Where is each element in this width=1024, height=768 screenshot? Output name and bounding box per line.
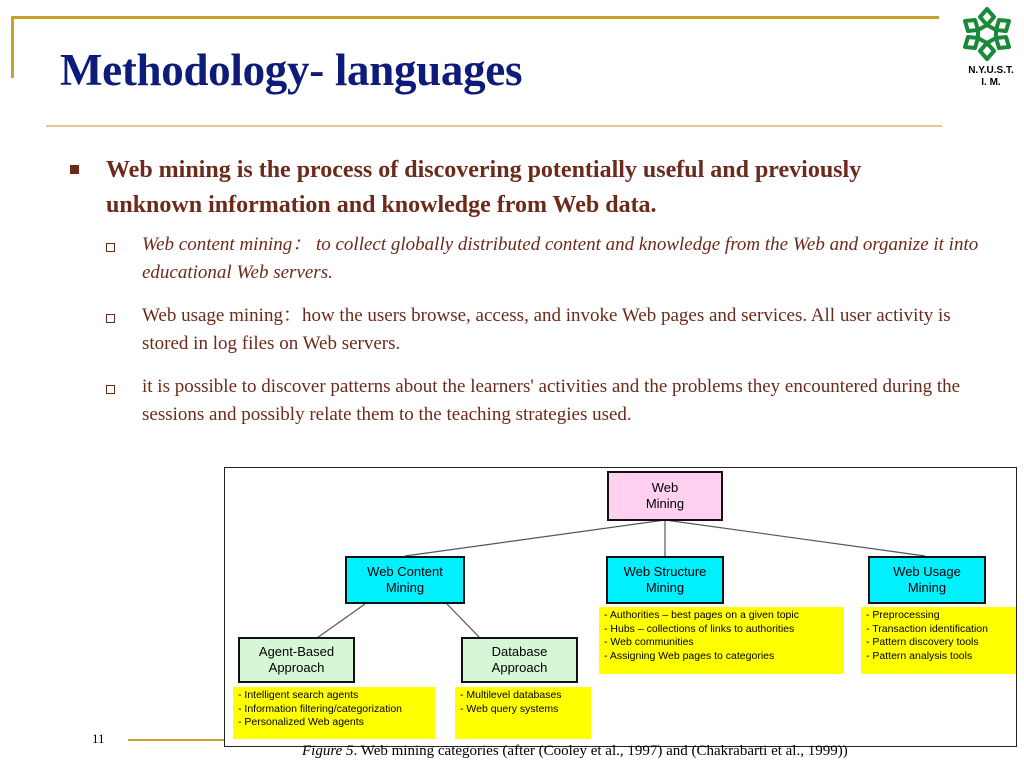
note-line: - Pattern analysis tools [866, 649, 973, 662]
node-structure-line1: Web Structure [623, 564, 707, 579]
node-web-content-mining [345, 556, 465, 604]
connector-root-usage [665, 520, 925, 556]
node-web-mining [607, 471, 723, 521]
node-web-usage-mining [868, 556, 986, 604]
connector-content-database [447, 604, 480, 638]
connector-content-agent [317, 604, 365, 638]
note-agent-based [233, 687, 435, 739]
node-content-line1: Web Content [367, 564, 443, 579]
page-number: 11 [92, 731, 105, 746]
caption-text: . Web mining categories (after (Cooley et al., 1997) and (Chakrabarti et al., 1999)) [353, 743, 848, 759]
frame-top-rule [11, 16, 939, 19]
note-line: - Authorities – best pages on a given topic [604, 609, 799, 621]
node-structure-line2: Mining [645, 580, 685, 595]
node-content-line2: Mining [385, 580, 425, 595]
node-database-approach [461, 637, 578, 683]
note-line: - Intelligent search agents [238, 689, 359, 701]
node-usage-line1: Web Usage [893, 564, 961, 579]
footer-rule [128, 739, 224, 741]
hollow-square-bullet-icon [106, 314, 115, 323]
logo-text-line1: N.Y.U.S.T. [968, 65, 1014, 76]
node-web-mining-line1: Web [651, 480, 679, 495]
node-usage-line2: Mining [907, 580, 947, 595]
university-logo [950, 5, 1022, 90]
note-line: - Transaction identification [866, 622, 988, 635]
sub-bullet-usage-mining: Web usage mining：how the users browse, access, and invoke Web pages and services. All user activity is stored in log files on Web servers. [142, 305, 951, 354]
slide-title: Methodology- languages [60, 45, 523, 95]
hollow-square-bullet-icon [106, 243, 115, 252]
note-line: - Preprocessing [866, 609, 940, 621]
sub-bullet-content-mining: Web content mining： to collect globally distributed content and knowledge from the Web and organize it into educational Web servers. [142, 234, 979, 283]
note-line: - Personalized Web agents [238, 716, 364, 728]
main-bullet-text: Web mining is the process of discovering potentially useful and previously unknown information and knowledge from Web data. [106, 157, 862, 218]
node-web-mining-line2: Mining [645, 496, 685, 511]
note-line: - Pattern discovery tools [866, 636, 979, 648]
node-agent-line2: Approach [268, 660, 325, 675]
frame-left-rule [11, 16, 14, 78]
connector-root-content [405, 520, 665, 556]
node-database-line2: Approach [491, 660, 548, 675]
title-divider [46, 125, 942, 127]
note-line: - Information filtering/categorization [238, 702, 402, 715]
note-line: - Web query systems [460, 702, 559, 715]
figure-caption [302, 743, 848, 760]
note-line: - Web communities [604, 636, 694, 648]
note-structure-mining [599, 607, 844, 674]
node-agent-based-approach [238, 637, 355, 683]
caption-label: Figure 5 [302, 743, 354, 759]
node-database-line1: Database [491, 644, 548, 659]
square-bullet-icon [70, 165, 79, 174]
web-mining-diagram [224, 467, 1017, 747]
note-line: - Assigning Web pages to categories [604, 649, 775, 662]
note-usage-mining [861, 607, 1017, 674]
note-line: - Hubs – collections of links to authorities [604, 622, 795, 635]
hollow-square-bullet-icon [106, 385, 115, 394]
note-line: - Multilevel databases [460, 689, 562, 701]
sub-bullet-patterns: it is possible to discover patterns about the learners' activities and the problems they encountered during the sessions and possibly relate them to the teaching strategies used. [142, 376, 961, 425]
node-web-structure-mining [606, 556, 724, 604]
node-agent-line1: Agent-Based [258, 644, 335, 659]
logo-text-line2: I. M. [981, 77, 1001, 88]
snowflake-logo-icon [958, 5, 1016, 63]
note-database [455, 687, 591, 739]
